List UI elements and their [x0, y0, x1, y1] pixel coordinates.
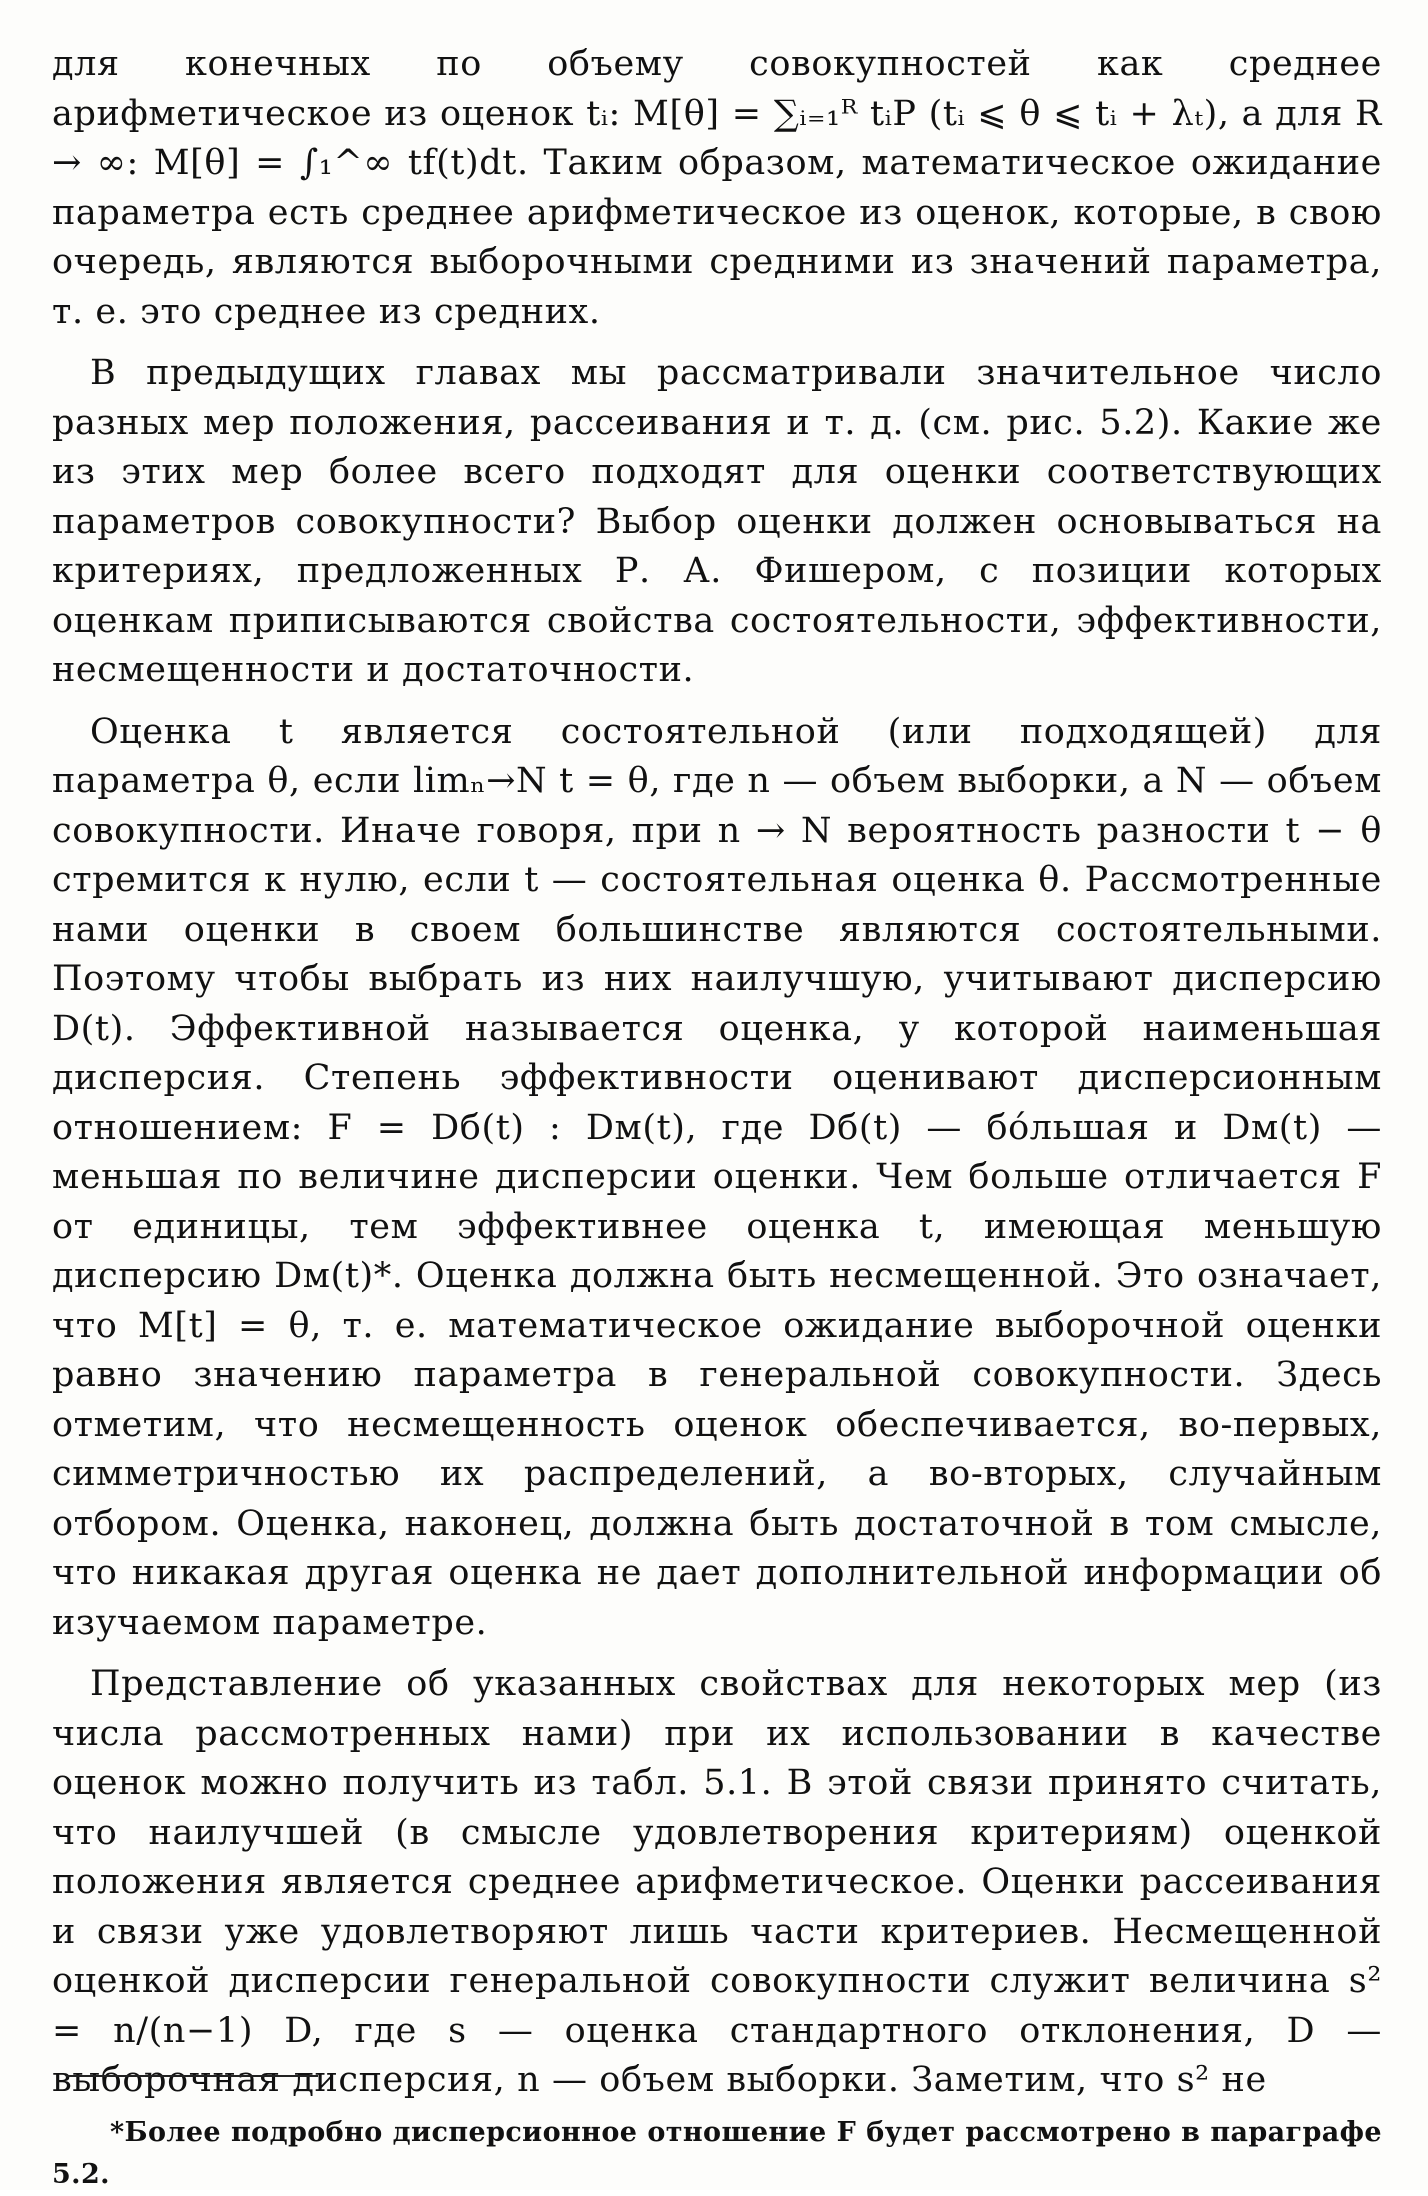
paragraph-table-reference: Представление об указанных свойствах для некоторых мер (из числа рассмотренных нами) при их использовании в качестве оценок можно получить из табл. 5.1. В этой связи принято считать, что наилучшей (в смысле удовлетворения критериям) оценкой положения является среднее арифметическое. Оценки рассеивания и связи уже удовлетворяют лишь части критериев. Несмещенной оценкой дисперсии генеральной совокупности служит величина s² = n/(n−1) D, где s — оценка стандартного отклонения, D — выборочная дисперсия, n — объем выборки. Заметим, что s² не — [52, 1664, 1382, 2100]
paragraph-continuation: для конечных по объему совокупностей как среднее арифметическое из оценок tᵢ: M[θ] = ∑ᵢ₌₁ᴿ tᵢP (tᵢ ⩽ θ ⩽ tᵢ + λₜ), а для R → ∞: M[θ] = ∫₁^∞ tf(t)dt. Таким образом, математическое ожидание параметра есть среднее арифметическое из оценок, которые, в свою очередь, являются выборочными средними из значений параметра, т. е. это среднее из средних. — [52, 44, 1382, 332]
paragraph-estimate-properties: Оценка t является состоятельной (или подходящей) для параметра θ, если limₙ→N t = θ, где n — объем выборки, а N — объем совокупности. Иначе говоря, при n → N вероятность разности t − θ стремится к нулю, если t — состоятельная оценка θ. Рассмотренные нами оценки в своем большинстве являются состоятельными. Поэтому чтобы выбрать из них наилучшую, учитывают дисперсию D(t). Эффективной называется оценка, у которой наименьшая дисперсия. Степень эффективности оценивают дисперсионным отношением: F = Dб(t) : Dм(t), где Dб(t) — бóльшая и Dм(t) — меньшая по величине дисперсии оценки. Чем больше отличается F от единицы, тем эффективнее оценка t, имеющая меньшую дисперсию Dм(t)*. Оценка должна быть несмещенной. Это означает, что M[t] = θ, т. е. математическое ожидание выборочной оценки равно значению параметра в генеральной совокупности. Здесь отметим, что несмещенность оценок обеспечивается, во-первых, симметричностью их распределений, а во-вторых, случайным отбором. Оценка, наконец, должна быть достаточной в том смысле, что никакая другая оценка не дает дополнительной информации об изучаемом параметре. — [52, 711, 1382, 1643]
footnote: *Более подробно дисперсионное отношение F будет рассмотрено в параграфе 5.2. — [52, 2117, 1382, 2190]
paragraph-measures-choice: В предыдущих главах мы рассматривали значительное число разных мер положения, рассеивания и т. д. (см. рис. 5.2). Какие же из этих мер более всего подходят для оценки соответствующих параметров совокупности? Выбор оценки должен основываться на критериях, предложенных Р. А. Фишером, с позиции которых оценкам приписываются свойства состоятельности, эффективности, несмещенности и достаточности. — [52, 353, 1382, 690]
footnote-divider — [66, 2075, 318, 2077]
body-text — [52, 40, 1382, 2118]
